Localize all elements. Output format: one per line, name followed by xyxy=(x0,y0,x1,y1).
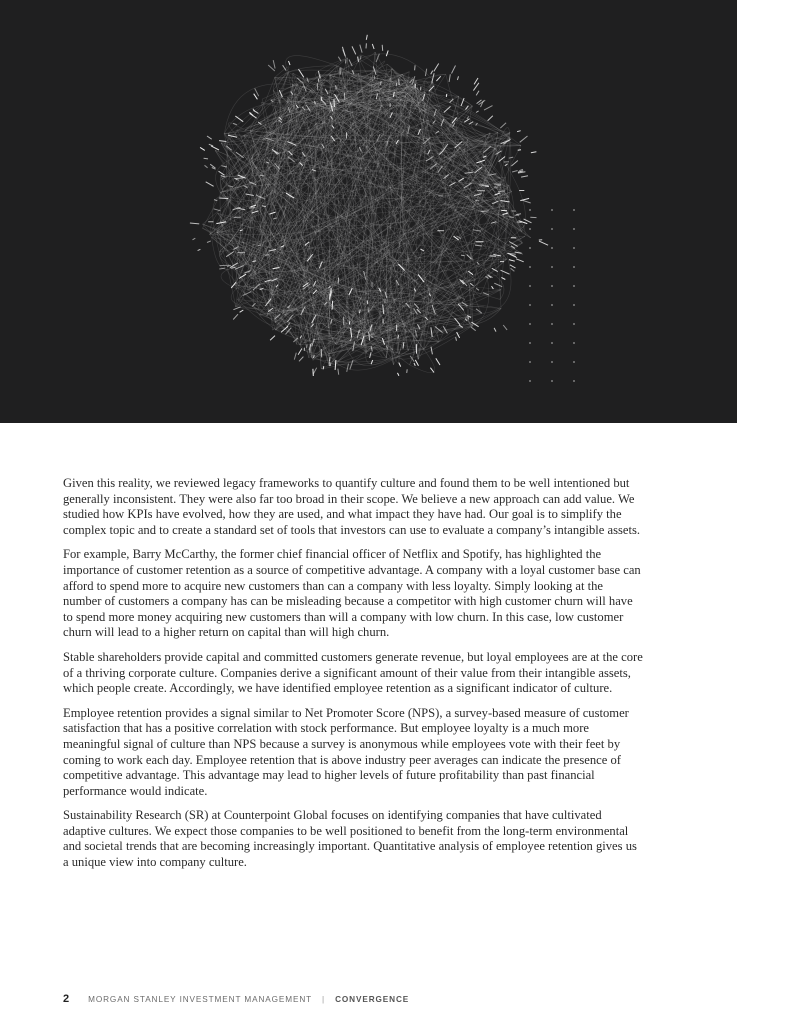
paragraph: Given this reality, we reviewed legacy frameworks to quantify culture and found them to be well intentioned but generally inconsistent. They were also far too broad in their scope. We believe a new approach can add value. We studied how KPIs have evolved, how they are used, and what impact they have had. Our goal is to simplify the complex topic and to create a standard set of tools that investors can use to evaluate a company’s intangible assets. xyxy=(63,476,641,537)
paragraph: Sustainability Research (SR) at Counterpoint Global focuses on identifying companies that have cultivated adaptive cultures. We expect those companies to be well positioned to benefit from the long-term environmental and societal trends that are becoming increasingly important. Quantitative analysis of employee retention gives us a unique view into company culture. xyxy=(63,808,637,870)
footer-organization: MORGAN STANLEY INVESTMENT MANAGEMENT xyxy=(88,995,313,1004)
footer-separator: | xyxy=(322,995,326,1004)
page-footer xyxy=(63,993,409,1005)
paragraph: Stable shareholders provide capital and committed customers generate revenue, but loyal employees are at the core of a thriving corporate culture. Companies derive a significant amount of their value from their intangible assets, which people create. Accordingly, we have identified employee retention as a significant indicator of culture. xyxy=(63,649,643,696)
article-body xyxy=(63,476,643,880)
hero-image xyxy=(0,0,737,423)
paragraph: Employee retention provides a signal similar to Net Promoter Score (NPS), a survey-based measure of customer satisfaction that has a positive correlation with stock performance. But employee loyalty is a much more meaningful signal of culture than NPS because a survey is anonymous while employees vote with their feet by coming to work each day. Employee retention that is above industry peer averages can indicate the presence of competitive advantage. This advantage may lead to higher levels of future profitability than past financial performance would indicate. xyxy=(63,705,629,798)
page-number: 2 xyxy=(63,993,70,1005)
network-sphere-illustration xyxy=(0,0,737,423)
paragraph: For example, Barry McCarthy, the former chief financial officer of Netflix and Spotify, has highlighted the importance of customer retention as a source of competitive advantage. A company with a loyal customer base can afford to spend more to acquire new customers than can a company with less loyalty. Simply looking at the number of customers a company has can be misleading because a competitor with high customer churn will have to spend more money acquiring new customers than will a company with low churn. In this case, low customer churn will lead to a higher return on capital than will high churn. xyxy=(63,547,641,640)
footer-publication: CONVERGENCE xyxy=(335,995,410,1004)
